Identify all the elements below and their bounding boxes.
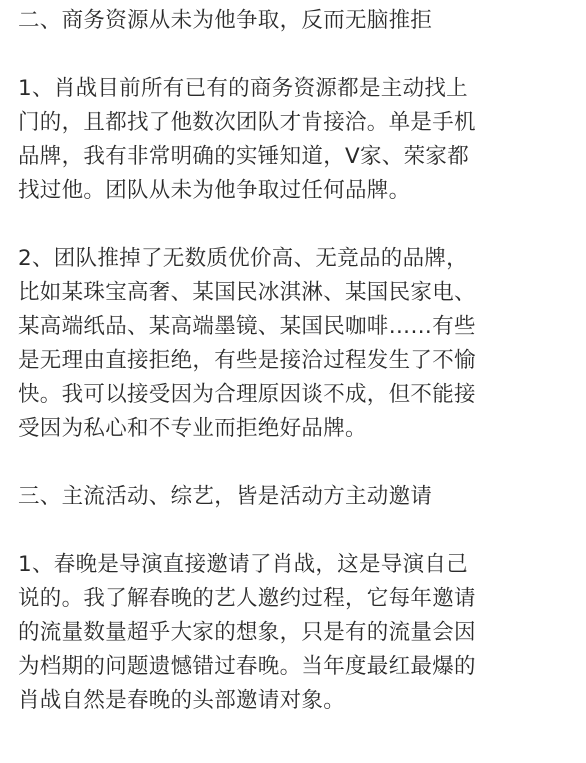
- text-line: 1、春晚是导演直接邀请了肖战，这是导演自己: [18, 552, 468, 577]
- text-line: 受因为私心和不专业而拒绝好品牌。: [18, 416, 367, 441]
- section-three-item-1: [18, 548, 568, 718]
- paragraph-gap: [18, 208, 568, 242]
- section-two-item-2: [18, 242, 568, 446]
- text-line: 2、团队推掉了无数质优价高、无竞品的品牌，: [18, 246, 468, 271]
- section-two-heading-text: 二、商务资源从未为他争取，反而无脑推拒: [18, 8, 433, 33]
- text-line: 找过他。团队从未为他争取过任何品牌。: [18, 178, 411, 203]
- text-line: 品牌，我有非常明确的实锤知道，V家、荣家都: [18, 144, 470, 169]
- paragraph-gap: [18, 446, 568, 480]
- text-line: 为档期的问题遗憾错过春晚。当年度最红最爆的: [18, 654, 476, 679]
- text-line: 1、肖战目前所有已有的商务资源都是主动找上: [18, 76, 468, 101]
- section-three-heading-text: 三、主流活动、综艺，皆是活动方主动邀请: [18, 484, 433, 509]
- section-three-heading: [18, 480, 568, 514]
- text-line: 某高端纸品、某高端墨镜、某国民咖啡……有些: [18, 314, 476, 339]
- text-line: 是无理由直接拒绝，有些是接洽过程发生了不愉: [18, 348, 476, 373]
- text-line: 快。我可以接受因为合理原因谈不成，但不能接: [18, 382, 476, 407]
- text-line: 门的，且都找了他数次团队才肯接洽。单是手机: [18, 110, 476, 135]
- section-two-item-1: [18, 72, 568, 208]
- text-line: 比如某珠宝高奢、某国民冰淇淋、某国民家电、: [18, 280, 476, 305]
- text-line: 的流量数量超乎大家的想象，只是有的流量会因: [18, 620, 476, 645]
- section-two-heading: [18, 4, 568, 38]
- text-line: 说的。我了解春晚的艺人邀约过程，它每年邀请: [18, 586, 476, 611]
- text-line: 肖战自然是春晚的头部邀请对象。: [18, 688, 346, 713]
